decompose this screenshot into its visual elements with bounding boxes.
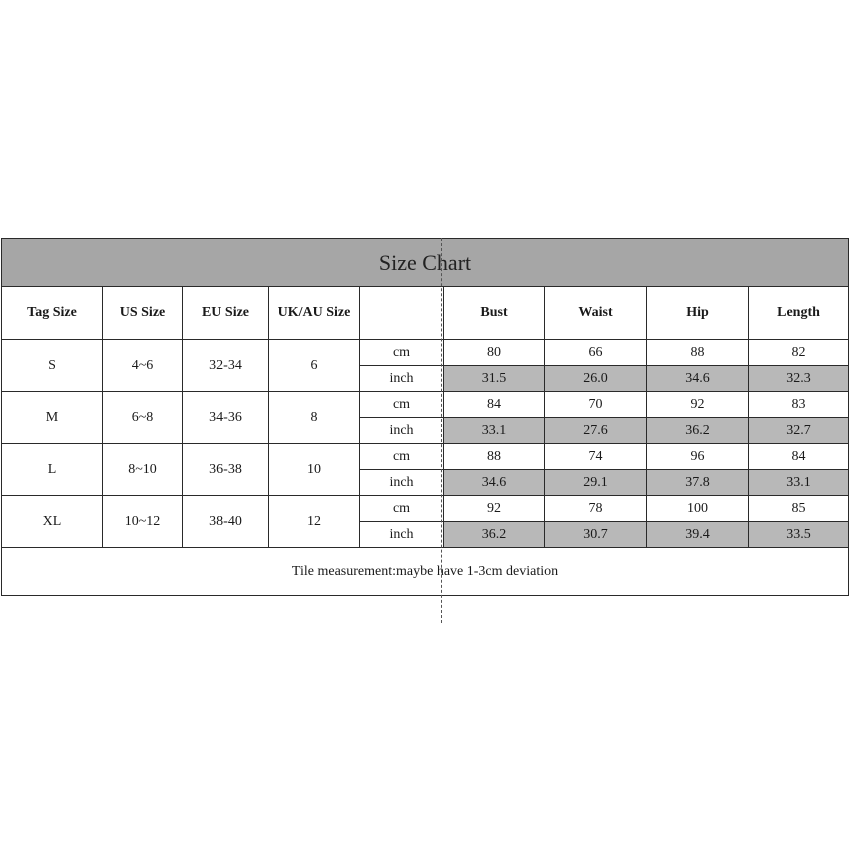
header-row <box>2 287 849 340</box>
ukau-size-cell: 8 <box>269 392 360 444</box>
tag-size-cell: S <box>2 340 103 392</box>
hip-cm-cell: 100 <box>647 496 749 522</box>
eu-size-cell: 32-34 <box>183 340 269 392</box>
unit-label-inch: inch <box>360 470 444 496</box>
bust-cm-cell: 84 <box>444 392 545 418</box>
bust-cm-cell: 92 <box>444 496 545 522</box>
length-inch-cell: 33.5 <box>749 522 849 548</box>
size-chart <box>1 238 848 607</box>
tag-size-cell: XL <box>2 496 103 548</box>
length-cm-cell: 83 <box>749 392 849 418</box>
size-row-cm <box>2 340 849 366</box>
length-inch-cell: 33.1 <box>749 470 849 496</box>
unit-label-inch: inch <box>360 366 444 392</box>
header-ukau-size: UK/AU Size <box>269 287 360 340</box>
size-chart-table <box>1 238 849 596</box>
header-hip: Hip <box>647 287 749 340</box>
hip-cm-cell: 88 <box>647 340 749 366</box>
hip-inch-cell: 37.8 <box>647 470 749 496</box>
waist-inch-cell: 27.6 <box>545 418 647 444</box>
tag-size-cell: M <box>2 392 103 444</box>
header-tag-size: Tag Size <box>2 287 103 340</box>
chart-title: Size Chart <box>2 239 849 287</box>
waist-cm-cell: 78 <box>545 496 647 522</box>
waist-cm-cell: 70 <box>545 392 647 418</box>
measurement-note: Tile measurement:maybe have 1-3cm deviation <box>2 548 849 596</box>
waist-inch-cell: 30.7 <box>545 522 647 548</box>
ukau-size-cell: 10 <box>269 444 360 496</box>
bust-inch-cell: 31.5 <box>444 366 545 392</box>
length-cm-cell: 85 <box>749 496 849 522</box>
unit-label-inch: inch <box>360 418 444 444</box>
us-size-cell: 6~8 <box>103 392 183 444</box>
length-cm-cell: 82 <box>749 340 849 366</box>
bust-inch-cell: 33.1 <box>444 418 545 444</box>
unit-label-cm: cm <box>360 392 444 418</box>
unit-label-cm: cm <box>360 496 444 522</box>
bust-inch-cell: 34.6 <box>444 470 545 496</box>
tag-size-cell: L <box>2 444 103 496</box>
header-eu-size: EU Size <box>183 287 269 340</box>
ukau-size-cell: 6 <box>269 340 360 392</box>
unit-label-cm: cm <box>360 340 444 366</box>
eu-size-cell: 34-36 <box>183 392 269 444</box>
hip-inch-cell: 39.4 <box>647 522 749 548</box>
size-row-cm <box>2 444 849 470</box>
hip-cm-cell: 92 <box>647 392 749 418</box>
title-row <box>2 239 849 287</box>
size-row-cm <box>2 392 849 418</box>
header-us-size: US Size <box>103 287 183 340</box>
waist-cm-cell: 66 <box>545 340 647 366</box>
ukau-size-cell: 12 <box>269 496 360 548</box>
hip-cm-cell: 96 <box>647 444 749 470</box>
header-waist: Waist <box>545 287 647 340</box>
bust-cm-cell: 88 <box>444 444 545 470</box>
length-cm-cell: 84 <box>749 444 849 470</box>
us-size-cell: 8~10 <box>103 444 183 496</box>
header-unit <box>360 287 444 340</box>
waist-inch-cell: 29.1 <box>545 470 647 496</box>
waist-inch-cell: 26.0 <box>545 366 647 392</box>
us-size-cell: 10~12 <box>103 496 183 548</box>
bust-inch-cell: 36.2 <box>444 522 545 548</box>
hip-inch-cell: 36.2 <box>647 418 749 444</box>
us-size-cell: 4~6 <box>103 340 183 392</box>
bust-cm-cell: 80 <box>444 340 545 366</box>
waist-cm-cell: 74 <box>545 444 647 470</box>
eu-size-cell: 38-40 <box>183 496 269 548</box>
header-bust: Bust <box>444 287 545 340</box>
length-inch-cell: 32.7 <box>749 418 849 444</box>
eu-size-cell: 36-38 <box>183 444 269 496</box>
length-inch-cell: 32.3 <box>749 366 849 392</box>
unit-label-cm: cm <box>360 444 444 470</box>
unit-label-inch: inch <box>360 522 444 548</box>
size-row-cm <box>2 496 849 522</box>
header-length: Length <box>749 287 849 340</box>
hip-inch-cell: 34.6 <box>647 366 749 392</box>
note-row <box>2 548 849 596</box>
